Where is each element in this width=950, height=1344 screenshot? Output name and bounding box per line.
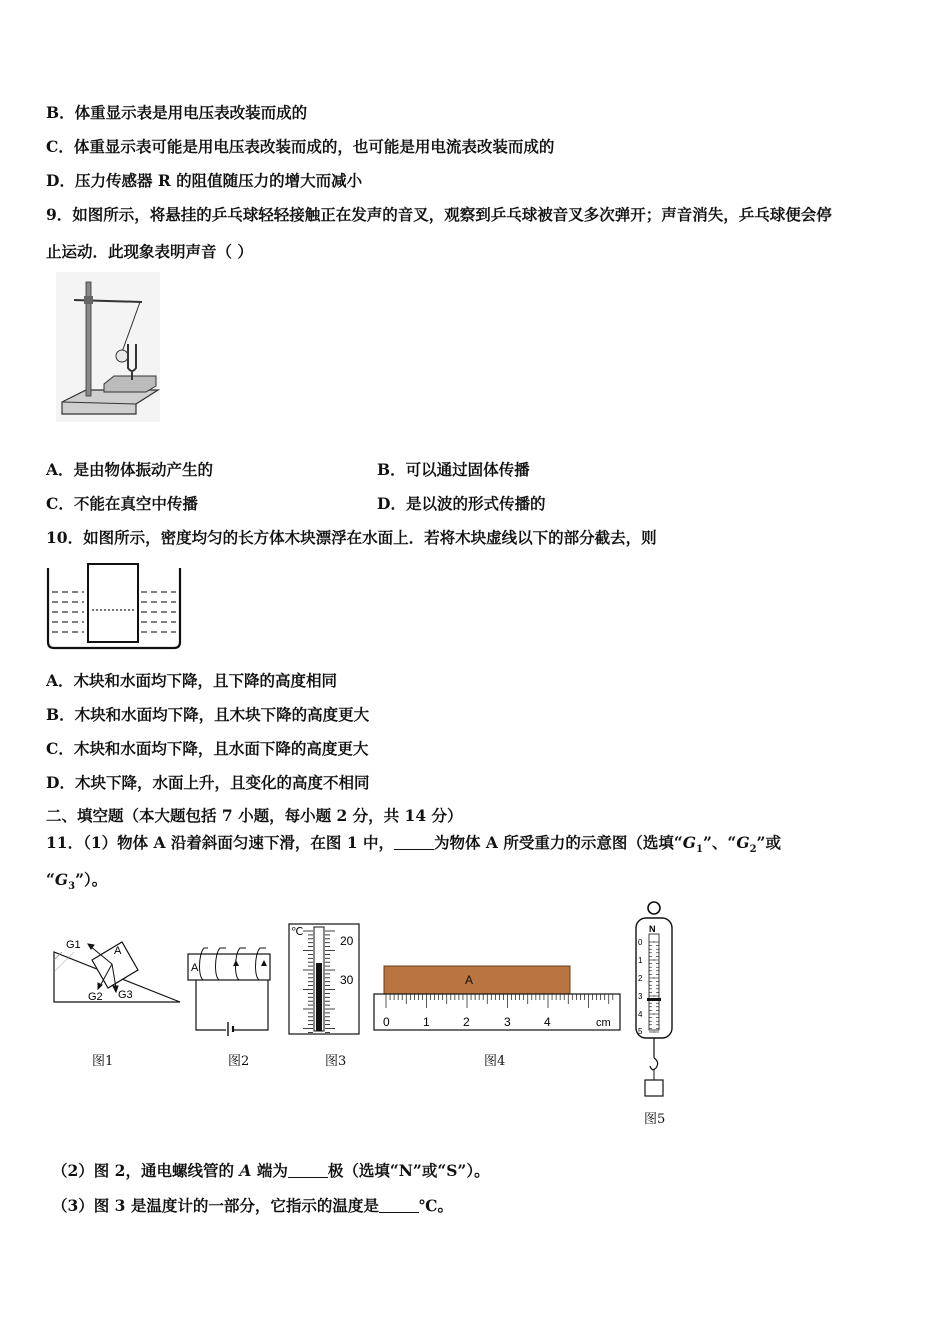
fig5-tick-0: 0 bbox=[638, 938, 643, 947]
answer-blank-1[interactable] bbox=[394, 835, 434, 850]
q11-part1-line1 bbox=[46, 833, 781, 860]
fig4-tick-4: 4 bbox=[544, 1015, 551, 1029]
fig3-thermometer bbox=[288, 923, 360, 1035]
q10-stem: 10．如图所示，密度均匀的长方体木块漂浮在水面上．若将木块虚线以下的部分截去，则 bbox=[46, 528, 657, 547]
q8-option-d: D．压力传感器 R 的阻值随压力的增大而减小 bbox=[46, 171, 363, 190]
fig4-tick-0: 0 bbox=[383, 1015, 390, 1029]
q9-stem-line1: 9．如图所示，将悬挂的乒乓球轻轻接触正在发声的音叉，观察到乒乓球被音叉多次弹开；声音消失，乒乓球便会停 bbox=[46, 205, 832, 224]
q11-separator: ”、“ bbox=[702, 833, 737, 852]
g2-symbol: G bbox=[736, 833, 750, 852]
fig5-tick-1: 1 bbox=[638, 956, 643, 965]
q11-p1-text-b: 为物体 A 所受重力的示意图（选填“ bbox=[434, 833, 683, 852]
fig1-g2-label: G2 bbox=[88, 991, 103, 1003]
q11-p3-text-b: ℃。 bbox=[418, 1196, 453, 1215]
fig4-caption: 图4 bbox=[484, 1054, 506, 1069]
q11-p2-italic-a: A bbox=[239, 1161, 252, 1180]
fig4-tick-2: 2 bbox=[463, 1015, 470, 1029]
q11-p1-text-a: （1）物体 A 沿着斜面匀速下滑，在图 1 中， bbox=[83, 833, 395, 852]
q11-p1-text-c: ”或 bbox=[756, 833, 781, 852]
fig5-caption: 图5 bbox=[644, 1112, 666, 1127]
q10-option-c: C．木块和水面均下降，且水面下降的高度更大 bbox=[46, 739, 369, 758]
fig1-block-label: A bbox=[114, 945, 122, 957]
q9-stem-line2: 止运动．此现象表明声音（ ） bbox=[46, 242, 253, 261]
fig2-end-label: A bbox=[191, 962, 199, 974]
fig5-tick-3: 3 bbox=[638, 992, 643, 1001]
fig1-g1-label: G1 bbox=[66, 939, 81, 951]
fig4-block-label: A bbox=[465, 973, 474, 987]
fig1-g3-label: G3 bbox=[118, 989, 133, 1001]
g2-subscript: 2 bbox=[749, 844, 757, 856]
g1-subscript: 1 bbox=[696, 844, 703, 856]
fig3-tick-20: 20 bbox=[340, 934, 354, 948]
fig5-weight bbox=[645, 1080, 663, 1096]
fig3-tick-30: 30 bbox=[340, 973, 354, 987]
g1-symbol: G bbox=[682, 833, 697, 852]
fig5-pointer bbox=[647, 998, 661, 1001]
fig3-liquid-column bbox=[316, 963, 322, 1031]
fig4-tick-1: 1 bbox=[423, 1015, 430, 1029]
q9-option-a: A．是由物体振动产生的 bbox=[46, 460, 214, 479]
fig4-tick-3: 3 bbox=[504, 1015, 511, 1029]
fig5-tick-5: 5 bbox=[638, 1027, 643, 1036]
fig2-caption: 图2 bbox=[228, 1054, 250, 1069]
q9-option-d: D．是以波的形式传播的 bbox=[377, 494, 546, 513]
q11-number: 11． bbox=[46, 833, 84, 852]
tuning-fork-figure bbox=[56, 272, 160, 422]
answer-blank-3[interactable] bbox=[379, 1198, 419, 1213]
fig4-ruler bbox=[372, 964, 622, 1034]
fig3-caption: 图3 bbox=[325, 1054, 347, 1069]
q10-option-a: A．木块和水面均下降，且下降的高度相同 bbox=[46, 671, 338, 690]
fig4-wooden-block bbox=[384, 966, 570, 994]
fig5-tick-2: 2 bbox=[638, 974, 643, 983]
fig3-unit: ℃ bbox=[291, 926, 304, 938]
q8-option-c: C．体重显示表可能是用电压表改装而成的，也可能是用电流表改装而成的 bbox=[46, 137, 555, 156]
q11-part3 bbox=[52, 1196, 453, 1216]
q9-option-c: C．不能在真空中传播 bbox=[46, 494, 198, 513]
floating-block-figure bbox=[44, 562, 184, 652]
q11-part2 bbox=[52, 1161, 490, 1181]
fig1-caption: 图1 bbox=[92, 1054, 114, 1069]
q10-option-b: B．木块和水面均下降，且木块下降的高度更大 bbox=[46, 705, 370, 724]
fig5-tick-4: 4 bbox=[638, 1010, 643, 1019]
fig1-incline bbox=[52, 932, 184, 1006]
q9-option-b: B．可以通过固体传播 bbox=[377, 460, 530, 479]
q11-part1-line2 bbox=[46, 870, 107, 897]
q11-p2-text-c: 极（选填“N”或“S”）。 bbox=[327, 1161, 490, 1180]
fig2-solenoid bbox=[186, 938, 276, 1036]
q10-option-d: D．木块下降，水面上升，且变化的高度不相同 bbox=[46, 773, 370, 792]
answer-blank-2[interactable] bbox=[288, 1163, 328, 1178]
g3-subscript: 3 bbox=[68, 881, 76, 893]
fig5-spring-scale bbox=[630, 898, 678, 1106]
q11-p2-text-a: （2）图 2，通电螺线管的 bbox=[52, 1161, 234, 1180]
q8-option-b: B．体重显示表是用电压表改装而成的 bbox=[46, 103, 308, 122]
q11-p3-text-a: （3）图 3 是温度计的一部分，它指示的温度是 bbox=[52, 1196, 379, 1215]
fig5-unit: N bbox=[649, 924, 656, 934]
q11-close-quote: ”）。 bbox=[75, 870, 108, 889]
section2-title: 二、填空题（本大题包括 7 小题，每小题 2 分，共 14 分） bbox=[46, 806, 463, 825]
q11-p2-text-b: 端为 bbox=[256, 1161, 288, 1180]
fig4-unit: cm bbox=[596, 1017, 611, 1029]
g3-symbol: G bbox=[54, 870, 69, 889]
q11-open-quote: “ bbox=[46, 870, 55, 889]
